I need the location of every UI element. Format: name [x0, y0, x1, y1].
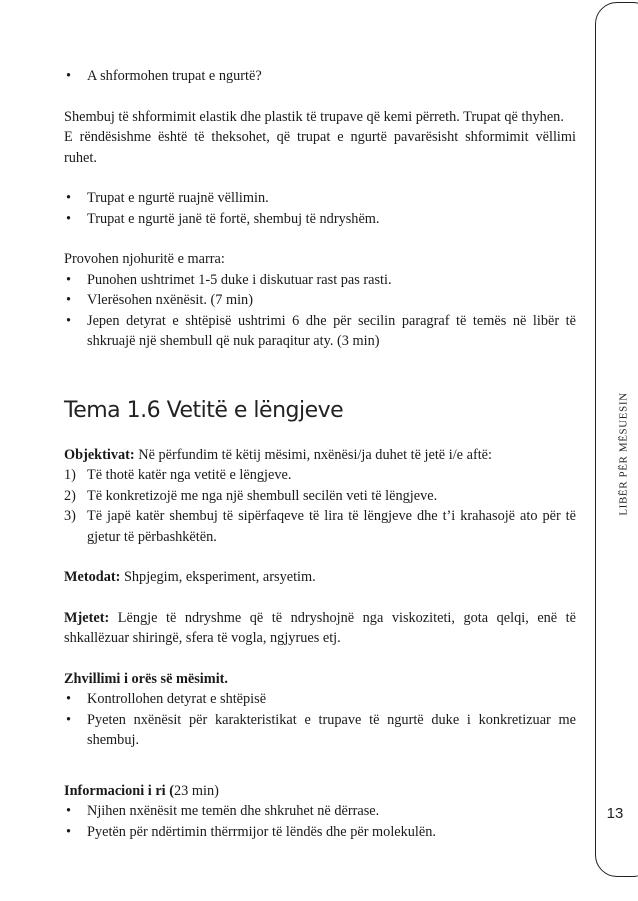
- methods-text: Shpjegim, eksperiment, arsyetim.: [120, 569, 316, 585]
- list-item: [64, 465, 576, 486]
- list-item: • Njihen nxënësit me temën dhe shkruhet në dërrase.: [64, 801, 576, 822]
- development-list: [64, 689, 576, 751]
- list-item: • Punohen ushtrimet 1-5 duke i diskutuar rast pas rasti.: [64, 270, 576, 291]
- item-number: 1): [64, 467, 76, 483]
- paragraph-importance: E rëndësishme është të theksohet, që trupat e ngurtë pavarësisht shformimit vëllimi ruhet.: [64, 129, 576, 166]
- page-number: 13: [606, 805, 624, 822]
- tools-text: Lëngje të ndryshme që të ndryshojnë nga viskoziteti, gota qelqi, enë të shkallëzuar shiringë, sfera të vogla, ngjyrues etj.: [64, 609, 576, 646]
- list-item: • Kontrollohen detyrat e shtëpisë: [64, 689, 576, 710]
- item-text: Të thotë katër nga vetitë e lëngjeve.: [87, 467, 292, 483]
- prove-list: [64, 270, 576, 352]
- item-number: 2): [64, 487, 76, 504]
- new-info-list: [64, 801, 576, 842]
- new-info-text: 23 min): [174, 782, 219, 799]
- intro-list: [64, 66, 576, 87]
- intro-bullet: • A shformohen trupat e ngurtë?: [64, 66, 576, 87]
- list-item: • Pyetën për ndërtimin thërrmijor të lëndës dhe për molekulën.: [64, 822, 576, 843]
- development-heading: Zhvillimi i orës së mësimit.: [64, 670, 228, 687]
- new-info: [64, 781, 576, 802]
- paragraph-examples: Shembuj të shformimit elastik dhe plastik të trupave që kemi përreth. Trupat që thyhen.: [64, 108, 564, 125]
- topic-title: Tema 1.6 Vetitë e lëngjeve: [64, 397, 344, 423]
- objectives: [64, 445, 576, 466]
- list-item: [64, 486, 576, 507]
- list-item: • Jepen detyrat e shtëpisë ushtrimi 6 dhe për secilin paragraf të temës në libër të shkruajë një shembull që nuk paraqitur aty. (3 min): [64, 311, 576, 352]
- methods-label: Metodat:: [64, 569, 121, 585]
- tools-label: Mjetet:: [64, 609, 110, 626]
- list-item: • Trupat e ngurtë ruajnë vëllimin.: [64, 188, 576, 209]
- item-number: 3): [64, 508, 76, 524]
- list-item: • Pyeten nxënësit për karakteristikat e trupave të ngurtë duke i konkretizuar me shembuj.: [64, 710, 576, 751]
- list-item: • Vlerësohen nxënësit. (7 min): [64, 290, 576, 311]
- objectives-text: Në përfundim të këtij mësimi, nxënësi/ja duhet të jetë i/e aftë:: [134, 446, 492, 463]
- prove-heading: Provohen njohuritë e marra:: [64, 251, 225, 267]
- side-label-text: LIBËR PËR MËSUESIN: [618, 392, 631, 516]
- item-text: Të konkretizojë me nga një shembull secilën veti të lëngjeve.: [87, 487, 438, 504]
- new-info-label: Informacioni i ri (: [64, 782, 174, 799]
- item-text: Të japë katër shembuj të sipërfaqeve të lira të lëngjeve dhe t’i krahasojë ato për të gjetur të përbashkëtën.: [87, 508, 576, 545]
- methods: [64, 567, 576, 588]
- list-item: • Trupat e ngurtë janë të fortë, shembuj të ndryshëm.: [64, 209, 576, 230]
- objectives-list: [64, 465, 576, 547]
- solid-properties-list: [64, 188, 576, 229]
- side-label: [617, 384, 631, 524]
- objectives-label: Objektivat:: [64, 446, 135, 463]
- list-item: [64, 506, 576, 547]
- tools: [64, 608, 576, 649]
- page-content: [64, 66, 576, 842]
